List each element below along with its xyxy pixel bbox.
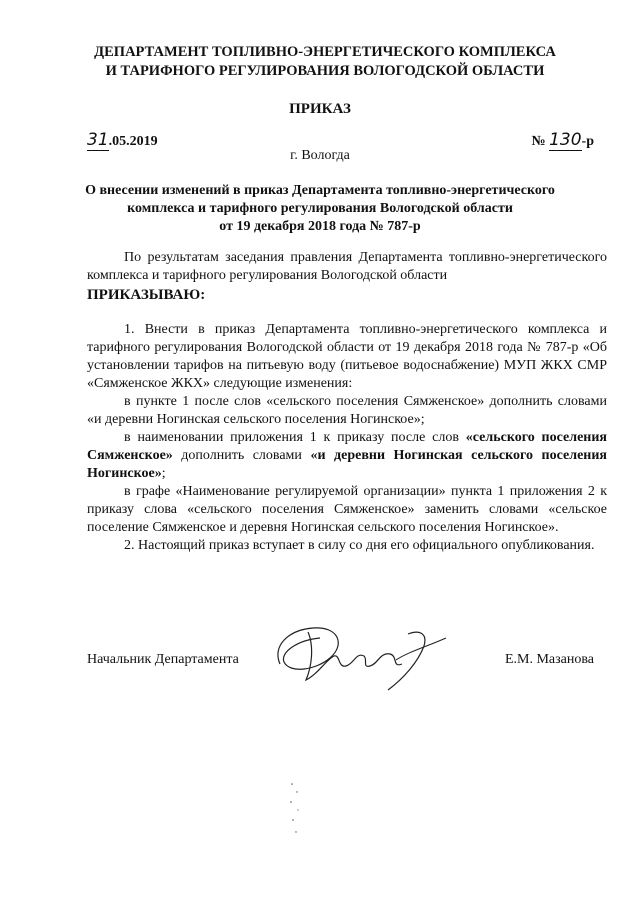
signatory-position: Начальник Департамента [87,652,239,667]
preamble: По результатам заседания правления Департамента топливно-энергетического комплекса и тарифного регулирования Вологодской области [87,250,607,283]
signatory-name: Е.М. Мазанова [504,652,594,667]
signature-block [87,652,594,676]
header-line-2: И ТАРИФНОГО РЕГУЛИРОВАНИЯ ВОЛОГОДСКОЙ ОБЛАСТИ [105,63,545,79]
header-line-1: ДЕПАРТАМЕНТ ТОПЛИВНО-ЭНЕРГЕТИЧЕСКОГО КОМПЛЕКСА [94,44,556,60]
title-line-1: О внесении изменений в приказ Департамента топливно-энергетического [85,183,555,198]
change-3: в графе «Наименование регулируемой организации» пункта 1 приложения 2 к приказу слова «сельского поселения Сямженское» заменить словами «сельское поселение Сямженское и деревня Ногинская сельского поселения Ногинское». [87,484,607,535]
scan-specks [288,780,318,840]
document-type: ПРИКАЗ [289,101,351,117]
handwritten-number: 130 [549,130,582,150]
change-2 [87,429,607,483]
title-line-3: от 19 декабря 2018 года № 787-р [219,219,421,234]
date-rest: .05.2019 [108,134,158,149]
document-body [87,249,607,555]
number-prefix: № [531,134,550,149]
title-line-2: комплекса и тарифного регулирования Вологодской области [127,201,513,216]
item-2: 2. Настоящий приказ вступает в силу со дня его официального опубликования. [124,538,595,553]
change-2-bold-d: «и деревни Ногинская сельского поселения Ногинское» [87,448,607,481]
city: г. Вологда [290,148,350,163]
document-title [80,182,560,236]
change-2-text-c: дополнить словами [172,448,311,463]
number-suffix: -р [581,134,594,149]
change-2-bold-b: «сельского поселения Сямженское» [87,430,607,463]
order-word: ПРИКАЗЫВАЮ: [87,287,206,303]
change-2-text-a: в наименовании приложения 1 к приказу после слов [124,430,466,445]
item-1: 1. Внести в приказ Департамента топливно-энергетического комплекса и тарифного регулирования Вологодской области от 19 декабря 2018 года № 787-р «Об установлении тарифов на питьевую воду (питьевое водоснабжение) МУП ЖКХ СМР «Сямженское ЖКХ» следующие изменения: [87,322,607,391]
department-header [60,43,590,81]
handwritten-day: 31 [87,130,109,150]
change-1: в пункте 1 после слов «сельского поселения Сямженское» дополнить словами «и деревни Ногинская сельского поселения Ногинское»; [87,394,607,427]
change-2-text-e: ; [161,466,166,481]
